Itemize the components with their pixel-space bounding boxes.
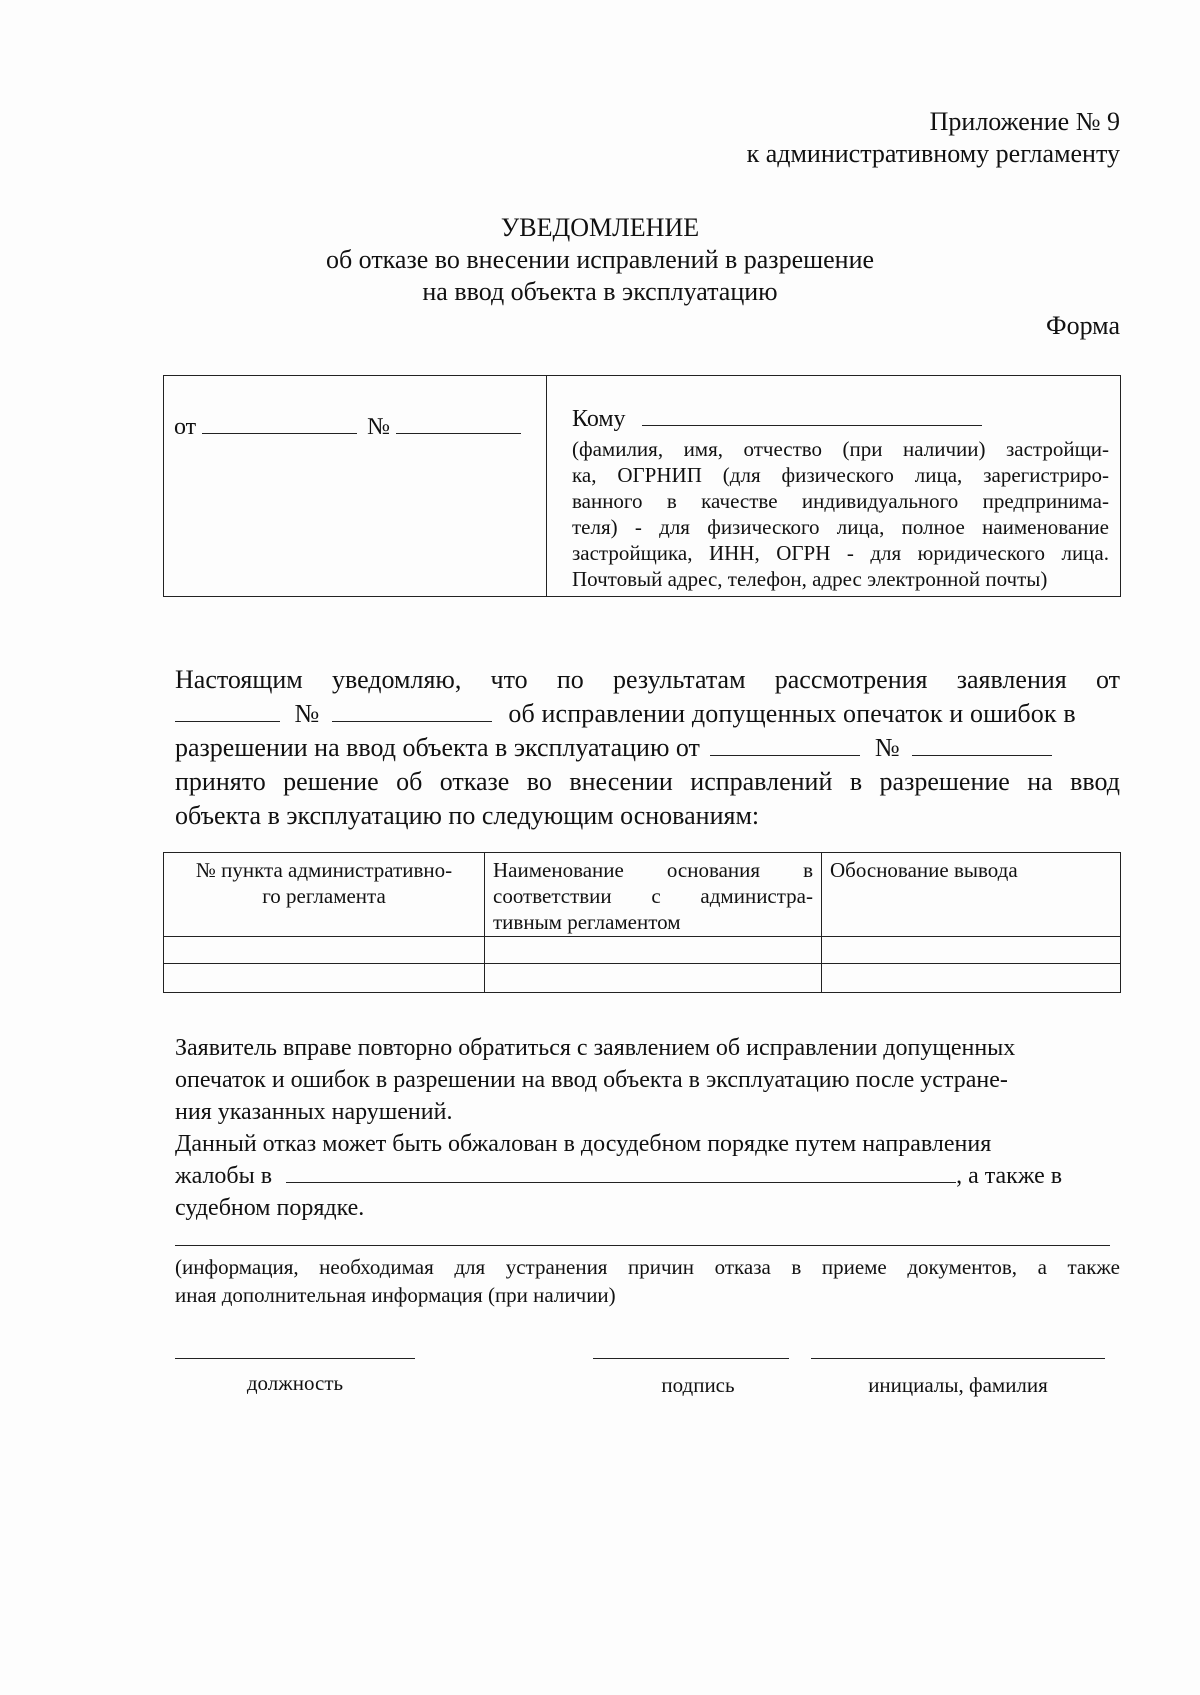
appeal-line [175, 1161, 1095, 1193]
notice-line: принято решение об отказе во внесении исправлений в разрешение на ввод [175, 767, 1120, 796]
additional-info-blank [175, 1245, 1110, 1246]
signature-line [593, 1358, 789, 1359]
recipient-line: застройщика, ИНН, ОГРН - для юридического лица. [572, 541, 1109, 565]
to-field [572, 404, 982, 434]
document-subtitle-line1: об отказе во внесении исправлений в разрешение [325, 245, 875, 274]
paragraph-line: опечаток и ошибок в разрешении на ввод объекта в эксплуатацию после устране- [175, 1067, 1008, 1093]
column-header [822, 853, 1121, 937]
document-subtitle-line2: на ввод объекта в эксплуатацию [422, 277, 778, 306]
caption-line: (информация, необходимая для устранения причин отказа в приеме документов, а также [175, 1255, 1120, 1279]
name-signature-line [811, 1358, 1105, 1359]
number-label: № [874, 733, 900, 762]
table-cell [485, 964, 822, 993]
appeal-text: , а также в [956, 1163, 1063, 1189]
notice-line [175, 698, 1120, 732]
number-label: № [367, 414, 391, 440]
paragraph-line: Заявитель вправе повторно обратиться с заявлением об исправлении допущенных [175, 1035, 1016, 1061]
document-title: УВЕДОМЛЕНИЕ [500, 213, 700, 242]
table-cell [822, 937, 1121, 964]
table-row [164, 937, 1121, 964]
notice-text: разрешении на ввод объекта в эксплуатацию от [175, 733, 700, 762]
appeal-text: жалобы в [175, 1163, 273, 1189]
permit-date-blank [710, 735, 860, 756]
recipient-line: Почтовый адрес, телефон, адрес электронной почты) [572, 567, 1048, 591]
caption-line: иная дополнительная информация (при наличии) [175, 1283, 616, 1307]
to-label: Кому [572, 406, 626, 432]
from-date-blank [202, 413, 357, 434]
notice-text: об исправлении допущенных опечаток и ошибок в [508, 699, 1076, 728]
recipient-line: ванного в качестве индивидуального предпринима- [572, 489, 1109, 513]
appeal-line: Данный отказ может быть обжалован в досудебном порядке путем направления [175, 1131, 992, 1157]
additional-info-caption [175, 1254, 1120, 1310]
paragraph-line: ния указанных нарушений. [175, 1099, 453, 1125]
recipient-line: ка, ОГРНИП (для физического лица, зарегистриро- [572, 463, 1109, 487]
complaint-authority-blank [286, 1162, 956, 1183]
header-text: соответствии с администра- [493, 884, 813, 908]
address-box-divider [546, 376, 547, 596]
table-row [164, 964, 1121, 993]
appendix-number: Приложение № 9 [929, 107, 1120, 136]
header-text: тивным регламентом [493, 910, 681, 934]
recipient-line: теля) - для физического лица, полное наименование [572, 515, 1109, 539]
recipient-line: (фамилия, имя, отчество (при наличии) застройщи- [572, 437, 1109, 461]
header-text: № пункта административно- [195, 858, 453, 882]
signature-label: подпись [661, 1373, 735, 1397]
from-number-blank [396, 413, 521, 434]
table-cell [485, 937, 822, 964]
column-header [164, 853, 485, 937]
header-text: Наименование основания в [493, 858, 813, 882]
to-blank [642, 405, 982, 426]
header-text: го регламента [262, 884, 386, 908]
reapply-paragraph [175, 1033, 1095, 1225]
header-text: Обоснование вывода [830, 858, 1018, 882]
table-cell [822, 964, 1121, 993]
form-label: Форма [1046, 311, 1120, 340]
permit-number-blank [912, 735, 1052, 756]
from-label: от [174, 414, 197, 440]
column-header [485, 853, 822, 937]
notice-paragraph [175, 664, 1120, 834]
notice-line [175, 732, 1120, 766]
notice-line: Настоящим уведомляю, что по результатам рассмотрения заявления от [175, 665, 1120, 694]
name-label: инициалы, фамилия [868, 1373, 1048, 1397]
position-signature-line [175, 1358, 415, 1359]
table-cell [164, 964, 485, 993]
number-label: № [294, 699, 320, 728]
position-label: должность [246, 1371, 344, 1395]
recipient-description [572, 436, 1109, 592]
address-box [163, 375, 1121, 597]
table-header-row [164, 853, 1121, 937]
appendix-to: к административному регламенту [746, 139, 1120, 168]
reasons-table [163, 852, 1121, 993]
from-field [174, 412, 521, 442]
application-number-blank [332, 701, 492, 722]
application-date-blank [175, 701, 280, 722]
notice-line: объекта в эксплуатацию по следующим основаниям: [175, 801, 760, 830]
table-cell [164, 937, 485, 964]
appeal-line: судебном порядке. [175, 1195, 365, 1221]
